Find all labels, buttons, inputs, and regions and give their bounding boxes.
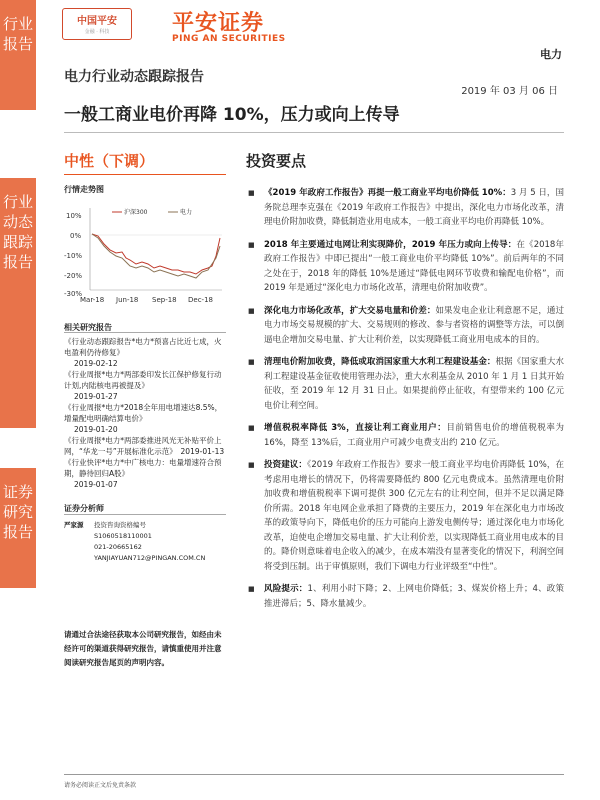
related-item: 《行业周报*电力*两部委印发长江保护修复行动计划,内陆核电再被提及》 (64, 370, 222, 390)
y-tick: -10% (64, 252, 83, 260)
analyst-title: 证券分析师 (64, 504, 104, 513)
bullet-item: ■ 2018 年主要通过电网让利实现降价，2019 年压力或向上传导：在《2018年政府工作报告》中即已提出“一般工商业电价平均降低 10%”。前后两年的不同之处在于，2018 年的降低 10%是通过“降低电网环节收费和输配电价格”，而 2019 年是通过“深化电力市场化改革，清理电价附加收费”。 (246, 238, 564, 296)
related-item: 《行业快评*电力*中广核电力：电量增速符合预期，静待回归A股》 (64, 458, 222, 478)
divider (64, 774, 564, 775)
related-date: 2019-01-27 (74, 392, 118, 401)
related-item: 《行业周报*电力*两部委推进风光无补贴平价上网，“华龙一号”开展标准化示范》 2019-01-13 (64, 436, 225, 456)
divider (64, 174, 226, 175)
related-date: 2019-01-07 (74, 480, 118, 489)
footer-disclaimer: 请务必阅读正文后免责条款 (64, 782, 137, 789)
legend-power: 电力 (180, 209, 193, 216)
rating: 中性（下调） (64, 152, 155, 170)
y-tick: -20% (64, 272, 83, 280)
related-title: 相关研究报告 (64, 323, 112, 332)
divider (64, 332, 226, 333)
x-tick: Sep-18 (152, 296, 177, 304)
y-tick: 0% (70, 232, 82, 240)
sector-tag: 电力 (540, 48, 562, 61)
bullet-item: ■ 增值税税率降低 3%，直接让利工商业用户：目前销售电价的增值税税率为 16%，降至 13%后，工商业用户可减少电费支出约 210 亿元。 (246, 421, 564, 450)
legal-notice: 请通过合法途径获取本公司研究报告，如经由未经许可的渠道获得研究报告，请慎重使用并注意阅读研究报告尾页的声明内容。 (64, 630, 222, 667)
analyst-phone: 021-20665162 (94, 543, 142, 551)
side-label-type: 行业动态跟踪报告 (0, 178, 36, 428)
report-title: 一般工商业电价再降 10%，压力或向上传导 (64, 105, 400, 125)
related-item: 《行业动态跟踪报告*电力*预喜占比近七成，火电盈利仍待修复》 (64, 337, 222, 357)
bullet-item: ■ 风险提示：1、利用小时下降；2、上网电价降低；3、煤炭价格上升；4、政策推进滞后；5、降水量减少。 (246, 582, 564, 611)
market-chart (64, 198, 226, 308)
analyst-name: 严家源 (64, 521, 84, 529)
ping-an-logo: 中国平安 金融 · 科技 (62, 8, 132, 40)
analyst-info (64, 520, 226, 564)
x-tick: Dec-18 (188, 296, 213, 304)
related-reports (64, 336, 226, 490)
x-tick: Mar-18 (80, 296, 105, 304)
related-item: 《行业周报*电力*2018全年用电增速达8.5%，增量配电明确结算电价》 (64, 403, 223, 423)
brand-name-en: PING AN SECURITIES (172, 34, 286, 44)
analyst-email: YANJIAYUAN712@PINGAN.COM.CN (94, 554, 206, 562)
invest-points-title: 投资要点 (246, 152, 307, 170)
x-tick: Jun-18 (116, 296, 139, 304)
divider (64, 132, 564, 133)
side-label-research: 证券研究报告 (0, 468, 36, 588)
series-hs300 (92, 234, 220, 274)
invest-points (246, 186, 564, 619)
analyst-role: 投资咨询资格编号 (94, 521, 146, 529)
chart-title: 行情走势图 (64, 185, 104, 194)
bullet-item: ■ 投资建议：《2019 年政府工作报告》要求一般工商业平均电价再降低 10%，在考虑用电增长的情况下，仍将需要降低约 800 亿元电费成本。虽然清理电价附加收费和增值税税率下调可提供 300 亿元左右的让利空间，但并不足以满足降价所需。2018 年电网企业承担了降费的主要压力，2019 年在深化电力市场改革的政策导向下，降低电价的压力可能向上游发电侧传导；通过深化电力市场化改革，迫使电企增加交易电量、扩大让利价差，以实现降低工商业用电成本的目的。降价则意味着电企收入的减少，在成本端没有显著变化的情况下，利润空间将受到压制。出于审慎原则，我们下调电力行业评级至“中性”。 (246, 458, 564, 574)
related-date: 2019-02-12 (74, 359, 118, 368)
related-date: 2019-01-20 (74, 425, 118, 434)
bullet-item: ■ 《2019 年政府工作报告》再提一般工商业平均电价降低 10%：3 月 5 日，国务院总理李克强在《2019 年政府工作报告》中提出，深化电力市场化改革，清理电价附加收费，降低制造业用电成本，一般工商业平均电价再降低 10%。 (246, 186, 564, 230)
brand-name: 平安证券 (172, 11, 265, 36)
y-tick: -30% (64, 290, 83, 298)
bullet-item: ■ 深化电力市场化改革，扩大交易电量和价差：如果发电企业让利意愿不足，通过电力市场交易规模的扩大、交易规则的修改、参与者资格的调整等方法，可以倒逼电企增加交易电量、扩大让利价差，以实现降低工商业用电成本的目的。 (246, 304, 564, 348)
bullet-item: ■ 清理电价附加收费，降低或取消国家重大水利工程建设基金：根据《国家重大水利工程建设基金征收使用管理办法》，重大水利基金从 2010 年 1 月 1 日其开始征收，至 2019 年 12 月 31 日止。如果提前停止征收，有望带来约 100 亿元电价让利空间。 (246, 355, 564, 413)
analyst-code: S1060518110001 (94, 532, 152, 540)
legend-hs300: 沪深300 (124, 209, 148, 216)
side-label-report: 行业报告 (0, 0, 36, 110)
report-type: 电力行业动态跟踪报告 (64, 69, 204, 85)
y-tick: 10% (66, 212, 82, 220)
report-date: 2019 年 03 月 06 日 (461, 86, 558, 97)
divider (64, 514, 226, 515)
